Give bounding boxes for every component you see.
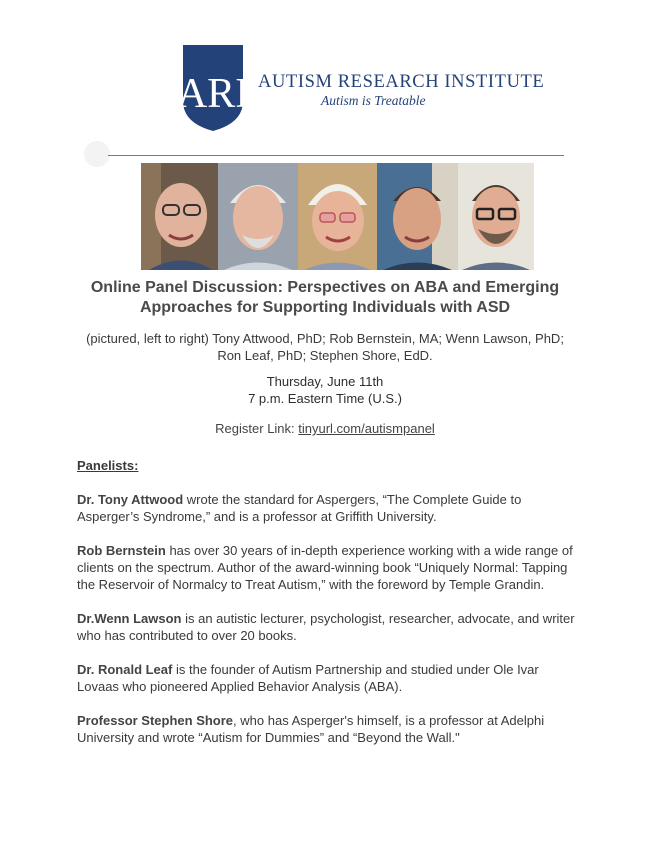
bio-text: is the founder of Autism Partnership and studied under Ole Ivar Lovaas who pioneered Applied Behavior Analysis (ABA). [77, 662, 539, 694]
photo-ron-leaf [377, 163, 458, 270]
org-tagline: Autism is Treatable [321, 93, 426, 108]
panelist-photos [141, 163, 534, 270]
bio-name: Dr. Tony Attwood [77, 492, 184, 507]
register-link[interactable]: tinyurl.com/autismpanel [298, 421, 435, 436]
photo-caption: (pictured, left to right) Tony Attwood, PhD; Rob Bernstein, MA; Wenn Lawson, PhD; Ron Leaf, PhD; Stephen Shore, EdD. [86, 331, 564, 363]
header-divider [108, 155, 564, 156]
photo-wenn-lawson [298, 163, 377, 270]
bio-name: Dr. Ronald Leaf [77, 662, 173, 677]
svg-text:ARI: ARI [176, 71, 250, 117]
bio-text: , who has Asperger's himself, is a professor at Adelphi University and wrote “Autism for Dummies” and “Beyond the Wall." [77, 713, 545, 745]
register-label: Register Link: [215, 421, 299, 436]
photo-stephen-shore [458, 163, 534, 270]
bio-text: wrote the standard for Aspergers, “The Complete Guide to Asperger’s Syndrome,” and is a professor at Griffith University. [77, 492, 522, 524]
bio-stephen-shore [77, 712, 577, 746]
panelists-section [77, 457, 577, 763]
bio-text: is an autistic lecturer, psychologist, researcher, advocate, and writer who has contributed to over 20 books. [77, 611, 575, 643]
bio-ronald-leaf [77, 661, 577, 695]
ari-logo [176, 45, 250, 131]
photo-rob-bernstein [218, 163, 298, 270]
event-title: Online Panel Discussion: Perspectives on ABA and Emerging Approaches for Supporting Individuals with ASD [90, 279, 560, 316]
panelists-heading: Panelists: [77, 458, 139, 473]
ari-shield-icon [176, 45, 250, 131]
event-date: Thursday, June 11th [266, 374, 384, 389]
register-line [0, 421, 650, 436]
bio-wenn-lawson [77, 610, 577, 644]
event-time: 7 p.m. Eastern Time (U.S.) [248, 391, 402, 406]
event-datetime [0, 373, 650, 407]
org-name: AUTISM RESEARCH INSTITUTE [258, 72, 545, 92]
decorative-dot [84, 141, 110, 167]
bio-rob-bernstein [77, 542, 577, 593]
bio-name: Dr.Wenn Lawson [77, 611, 182, 626]
photo-tony-attwood [141, 163, 218, 270]
bio-name: Professor Stephen Shore [77, 713, 234, 728]
bio-name: Rob Bernstein [77, 543, 166, 558]
bio-tony-attwood [77, 491, 577, 525]
bio-text: has over 30 years of in-depth experience working with a wide range of clients on the spectrum. Author of the award-winning book “Uniquely Normal: Tapping the Reservoir of Normalcy to Treat Autism,” with the foreword by Temple Grandin. [77, 543, 573, 592]
